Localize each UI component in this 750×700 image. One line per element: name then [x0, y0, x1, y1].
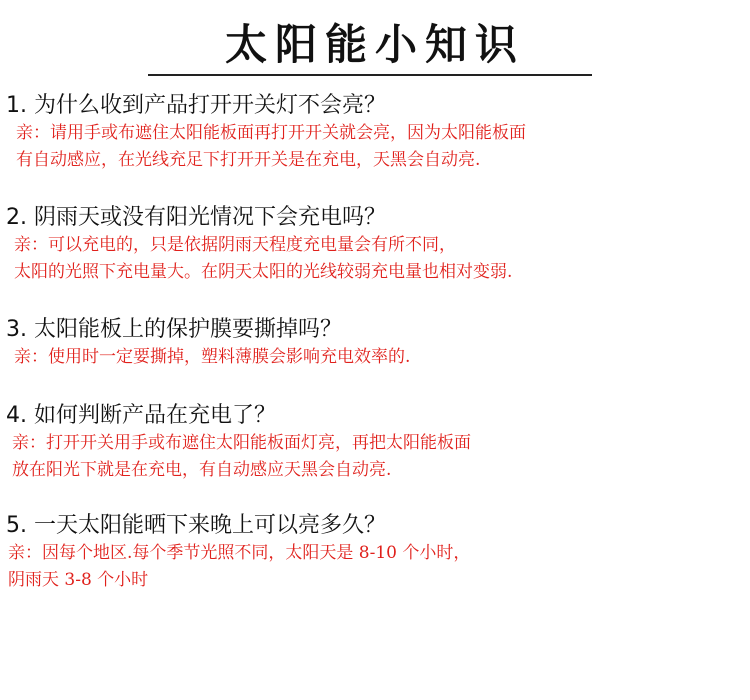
faq-item-5 [0, 512, 750, 594]
faq-question: 1. 为什么收到产品打开开关灯不会亮？ [6, 93, 386, 118]
title-underline [148, 74, 592, 76]
faq-item-4 [0, 402, 750, 484]
faq-answer-line: 太阳的光照下充电量大。在阴天太阳的光线较弱充电量也相对变弱. [14, 262, 513, 282]
faq-answer-line: 亲：打开开关用手或布遮住太阳能板面灯亮，再把太阳能板面 [12, 433, 471, 453]
faq-question: 3. 太阳能板上的保护膜要撕掉吗？ [6, 317, 342, 342]
faq-question: 4. 如何判断产品在充电了？ [6, 403, 276, 428]
faq-answer-line: 亲：使用时一定要撕掉，塑料薄膜会影响充电效率的. [14, 347, 411, 367]
faq-item-2 [0, 204, 750, 286]
faq-question: 5. 一天太阳能晒下来晚上可以亮多久？ [6, 513, 386, 538]
page-title: 太阳能小知识 [224, 20, 525, 69]
faq-answer-line: 亲：请用手或布遮住太阳能板面再打开开关就会亮，因为太阳能板面 [16, 123, 526, 143]
faq-item-3 [0, 316, 750, 371]
faq-answer-line: 有自动感应，在光线充足下打开开关是在充电，天黑会自动亮. [16, 150, 481, 170]
faq-answer-line: 亲：因每个地区.每个季节光照不同，太阳天是 8-10 个小时， [8, 543, 471, 563]
faq-question: 2. 阴雨天或没有阳光情况下会充电吗？ [6, 205, 386, 230]
faq-answer-line: 放在阳光下就是在充电，有自动感应天黑会自动亮. [12, 460, 392, 480]
faq-answer-line: 亲：可以充电的，只是依据阴雨天程度充电量会有所不同， [14, 235, 456, 255]
faq-answer-line: 阴雨天 3-8 个小时 [8, 570, 149, 590]
faq-item-1 [0, 92, 750, 174]
